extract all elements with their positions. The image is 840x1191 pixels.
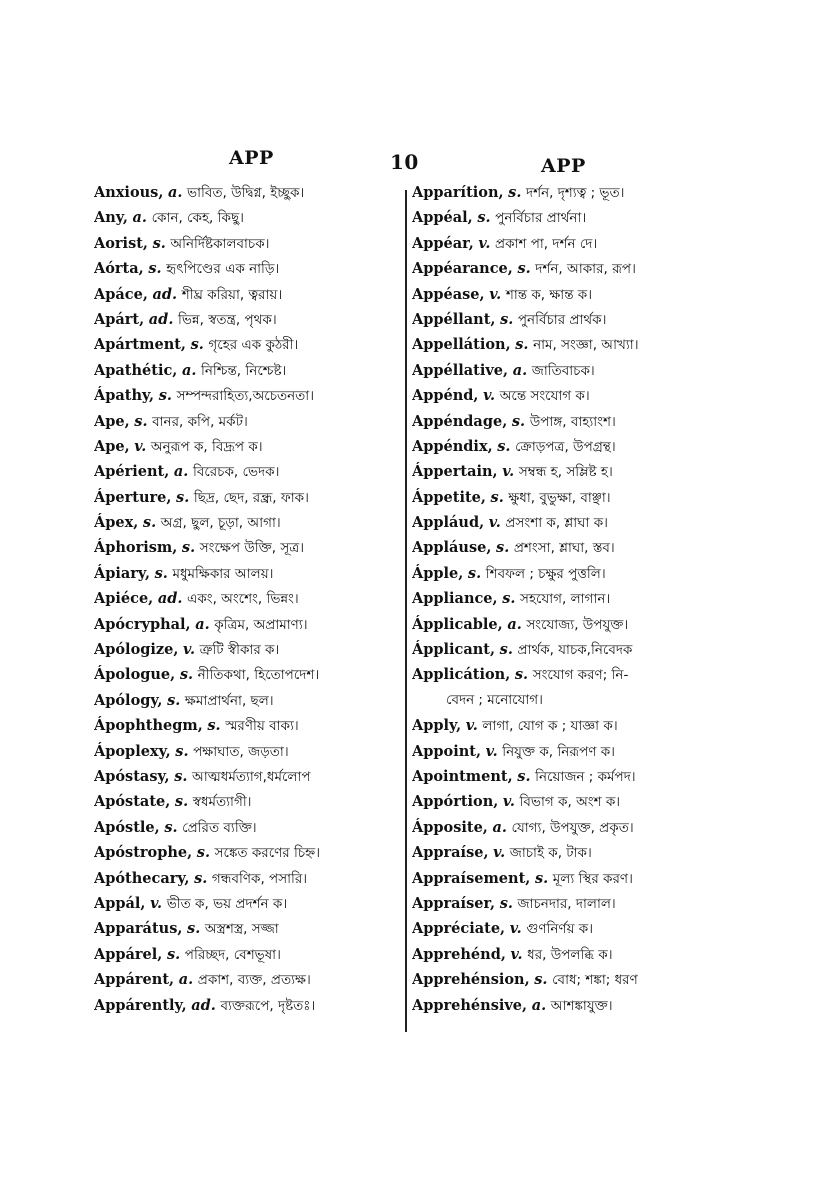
headword: Áppetite,	[412, 488, 486, 506]
headword: Ápposite,	[412, 818, 488, 836]
dictionary-entry	[94, 891, 414, 916]
dictionary-entry	[412, 561, 732, 586]
dictionary-entry	[412, 180, 732, 205]
dictionary-entry	[412, 586, 732, 611]
part-of-speech: s.	[514, 666, 529, 684]
dictionary-entry	[412, 688, 732, 713]
dictionary-entry	[412, 815, 732, 840]
gloss: যোগ্য, উপযুক্ত, প্রকৃত।	[511, 819, 634, 836]
gloss: উপাঙ্গ, বাহ্যাংশ।	[529, 413, 616, 430]
headword: Appéar,	[412, 234, 474, 252]
gloss: মধুমক্ষিকার আলয়।	[172, 565, 274, 582]
headword: Ápathy,	[94, 387, 155, 405]
gloss: গন্ধবণিক, পসারি।	[211, 870, 308, 887]
gloss: ছিদ্র, ছেদ, রন্ধ্র, ফাক।	[193, 489, 309, 506]
part-of-speech: a.	[195, 615, 210, 633]
part-of-speech: s.	[500, 310, 514, 328]
headword: Apártment,	[94, 336, 186, 354]
part-of-speech: s.	[174, 793, 189, 811]
headword: Apiéce,	[94, 590, 154, 608]
gloss: শান্ত ক, ক্ষান্ত ক।	[505, 286, 593, 303]
gloss: সঙ্কেত করণের চিহ্ন।	[214, 845, 321, 862]
headword: Appéndix,	[412, 437, 493, 455]
headword: Appláuse,	[412, 539, 492, 557]
gloss: বেদন ; মনোযোগ।	[446, 691, 543, 708]
headword: Appraíse,	[412, 844, 489, 862]
part-of-speech: ad.	[152, 285, 178, 303]
part-of-speech: v.	[509, 920, 522, 938]
dictionary-entry	[94, 688, 414, 713]
dictionary-entry	[412, 942, 732, 967]
dictionary-entry	[94, 434, 414, 459]
headword: Appéndage,	[412, 412, 508, 430]
gloss: প্রসংশা ক, শ্লাঘা ক।	[505, 515, 608, 532]
headword: Apólogy,	[94, 691, 163, 709]
part-of-speech: s.	[490, 488, 504, 506]
part-of-speech: s.	[175, 742, 189, 760]
part-of-speech: v.	[488, 514, 501, 532]
dictionary-entry	[94, 942, 414, 967]
gloss: নিশ্চিন্ত, নিশ্চেষ্ট।	[201, 362, 287, 379]
headword: Aórta,	[94, 260, 144, 278]
gloss: গৃহের এক কুঠরী।	[208, 337, 299, 354]
part-of-speech: s.	[497, 437, 511, 455]
part-of-speech: v.	[489, 285, 502, 303]
headword: Appéarance,	[412, 260, 513, 278]
headword: Appláud,	[412, 514, 485, 532]
headword: Any,	[94, 209, 128, 227]
dictionary-entry	[412, 713, 732, 738]
dictionary-entry	[94, 459, 414, 484]
part-of-speech: s.	[134, 412, 148, 430]
part-of-speech: ad.	[157, 590, 183, 608]
part-of-speech: s.	[152, 234, 166, 252]
gloss: ধর, উপলব্ধি ক।	[527, 946, 613, 963]
part-of-speech: s.	[194, 869, 208, 887]
dictionary-entry	[94, 383, 414, 408]
dictionary-entry	[412, 256, 732, 281]
headword: Appórtion,	[412, 793, 499, 811]
headword: Appárent,	[94, 971, 175, 989]
gloss: কোন, কেহ, কিছু।	[151, 210, 244, 227]
gloss: নিযুক্ত ক, নিরূপণ ক।	[502, 743, 616, 760]
headword: Apóstrophe,	[94, 844, 193, 862]
headword: Apparítion,	[412, 184, 504, 201]
part-of-speech: a.	[181, 361, 197, 379]
gloss: গুণনির্ণয় ক।	[526, 921, 594, 938]
gloss: মূল্য স্থির করণ।	[552, 870, 633, 887]
dictionary-entry	[412, 383, 732, 408]
dictionary-entry	[94, 815, 414, 840]
gloss: আশঙ্কাযুক্ত।	[550, 997, 613, 1014]
dictionary-entry	[94, 180, 414, 205]
part-of-speech: s.	[477, 209, 491, 227]
headword: Anxious,	[94, 184, 164, 201]
dictionary-entry	[412, 967, 732, 992]
part-of-speech: v.	[150, 894, 163, 912]
dictionary-entry	[412, 205, 732, 230]
part-of-speech: ad.	[191, 996, 216, 1014]
part-of-speech: s.	[534, 971, 548, 989]
gloss: ত্রুটি স্বীকার ক।	[199, 642, 280, 659]
headword: Appraísement,	[412, 869, 531, 887]
part-of-speech: s.	[496, 539, 510, 557]
dictionary-entry	[94, 307, 414, 332]
dictionary-entry	[412, 891, 732, 916]
dictionary-entry	[94, 510, 414, 535]
headword: Apprehénsive,	[412, 996, 528, 1014]
headword: Apóstasy,	[94, 767, 170, 785]
gloss: দর্শন, দৃশ্যত্ব ; ভূত।	[525, 185, 625, 201]
gloss: পক্ষাঘাত, জড়তা।	[193, 743, 289, 760]
dictionary-entry	[94, 967, 414, 992]
gloss: ভাবিত, উদ্বিগ্ন, ইচ্ছুক।	[187, 185, 305, 201]
part-of-speech: v.	[478, 234, 491, 252]
headword: Apérient,	[94, 463, 170, 481]
dictionary-entry	[412, 434, 732, 459]
dictionary-entry	[94, 561, 414, 586]
dictionary-entry	[412, 764, 732, 789]
gloss: প্রশংসা, শ্লাঘা, স্তব।	[513, 540, 615, 557]
dictionary-entry	[94, 739, 414, 764]
headword: Ápoplexy,	[94, 742, 171, 760]
headword: Appárel,	[94, 945, 163, 963]
headword: Ape,	[94, 412, 130, 430]
gloss: ক্ষমাপ্রার্থনা, ছল।	[184, 692, 274, 709]
headword: Áperture,	[94, 488, 172, 506]
part-of-speech: s.	[511, 412, 526, 430]
part-of-speech: a.	[173, 463, 189, 481]
part-of-speech: s.	[508, 184, 522, 201]
part-of-speech: s.	[467, 564, 482, 582]
gloss: সম্পন্দরাহিত্য,অচেতনতা।	[176, 388, 315, 405]
part-of-speech: s.	[515, 336, 529, 354]
gloss: জাতিবাচক।	[531, 362, 595, 379]
dictionary-entry	[94, 409, 414, 434]
gloss: সংযোজ্য, উপযুক্ত।	[526, 616, 629, 633]
headword: Aorist,	[94, 234, 148, 252]
gloss: হৃৎপিণ্ডের এক নাড়ি।	[166, 261, 280, 278]
gloss: জাচাই ক, টাক।	[509, 845, 592, 862]
headword: Apointment,	[412, 767, 513, 785]
part-of-speech: a.	[492, 818, 507, 836]
part-of-speech: s.	[196, 844, 211, 862]
dictionary-entry	[94, 535, 414, 560]
gloss: একং, অংশেং, ভিন্নং।	[187, 591, 299, 608]
headword: Applicátion,	[412, 666, 511, 684]
dictionary-entry	[412, 789, 732, 814]
part-of-speech: s.	[179, 666, 194, 684]
headword: Apprehénd,	[412, 945, 506, 963]
part-of-speech: s.	[499, 641, 513, 659]
headword: Appoint,	[412, 742, 481, 760]
headword: Apóstle,	[94, 818, 160, 836]
headword: Appénd,	[412, 387, 479, 405]
gloss: জাচনদার, দালাল।	[517, 895, 616, 912]
gloss: প্রকাশ, ব্যক্ত, প্রত্যক্ষ।	[197, 972, 311, 989]
dictionary-entry	[94, 662, 414, 687]
dictionary-entry	[412, 637, 732, 662]
gloss: নিয়োজন ; কর্মপদ।	[535, 768, 636, 785]
part-of-speech: v.	[493, 844, 506, 862]
gloss: পুনর্বিচার প্রার্থনা।	[495, 210, 587, 227]
dictionary-entry	[412, 840, 732, 865]
gloss: সংযোগ করণ; নি-	[532, 667, 629, 684]
part-of-speech: s.	[166, 945, 181, 963]
headword: Ápiary,	[94, 564, 151, 582]
headword: Apparátus,	[94, 920, 183, 938]
headword: Appraíser,	[412, 894, 496, 912]
dictionary-entry	[412, 993, 732, 1018]
headword: Appéal,	[412, 209, 473, 227]
dictionary-entry	[94, 256, 414, 281]
part-of-speech: ad.	[148, 310, 174, 328]
dictionary-entry	[94, 332, 414, 357]
headword: Apóthecary,	[94, 869, 190, 887]
headword: Appál,	[94, 894, 146, 912]
dictionary-entry	[94, 231, 414, 256]
headword: Appliance,	[412, 590, 498, 608]
running-head-left: APP	[229, 147, 274, 169]
headword: Ápplicable,	[412, 615, 503, 633]
gloss: লাগা, যোগ ক ; যাজ্ঞা ক।	[482, 718, 618, 735]
dictionary-entry	[94, 485, 414, 510]
headword: Apólogize,	[94, 641, 179, 659]
dictionary-entry	[94, 205, 414, 230]
headword: Ape,	[94, 437, 130, 455]
dictionary-entry	[412, 459, 732, 484]
gloss: ভিন্ন, স্বতন্ত্র, পৃথক।	[177, 311, 277, 328]
dictionary-entry	[94, 866, 414, 891]
dictionary-entry	[412, 739, 732, 764]
part-of-speech: v.	[483, 387, 496, 405]
gloss: ব্যক্তরূপে, দৃষ্টতঃ।	[220, 997, 316, 1014]
dictionary-entry	[412, 409, 732, 434]
headword: Appéase,	[412, 285, 485, 303]
part-of-speech: s.	[148, 260, 162, 278]
dictionary-entry	[94, 916, 414, 941]
gloss: স্মরণীয় বাক্য।	[225, 718, 299, 735]
part-of-speech: v.	[502, 463, 515, 481]
gloss: বানর, কপি, মর্কট।	[152, 413, 248, 430]
running-head-right: APP	[541, 155, 586, 177]
dictionary-entry	[412, 662, 732, 687]
headword: Ápex,	[94, 514, 139, 532]
part-of-speech: a.	[507, 615, 522, 633]
gloss: শিবফল ; চক্ষুর পুত্তলি।	[485, 565, 606, 582]
dictionary-entry	[94, 612, 414, 637]
left-column	[94, 180, 414, 1018]
part-of-speech: s.	[174, 767, 188, 785]
gloss: বিভাগ ক, অংশ ক।	[519, 794, 621, 811]
gloss: অনুরূপ ক, বিদ্রূপ ক।	[150, 438, 263, 455]
part-of-speech: a.	[178, 971, 194, 989]
part-of-speech: s.	[517, 260, 531, 278]
gloss: পরিচ্ছদ, বেশভূষা।	[184, 946, 281, 963]
headword: Ápplicant,	[412, 641, 496, 659]
part-of-speech: a.	[512, 361, 528, 379]
gloss: প্রেরিত ব্যক্তি।	[182, 819, 257, 836]
dictionary-entry	[412, 358, 732, 383]
headword: Ápophthegm,	[94, 717, 203, 735]
part-of-speech: v.	[485, 742, 498, 760]
part-of-speech: s.	[502, 590, 516, 608]
dictionary-entry	[412, 307, 732, 332]
part-of-speech: a.	[531, 996, 547, 1014]
part-of-speech: s.	[164, 818, 178, 836]
gloss: ক্রোড়পত্র, উপগ্রন্থ।	[515, 438, 616, 455]
headword: Áphorism,	[94, 539, 178, 557]
gloss: ক্ষুধা, বুভুক্ষা, বাঞ্ছা।	[508, 489, 611, 506]
part-of-speech: a.	[132, 209, 147, 227]
gloss: অনির্দিষ্টকালবাচক।	[170, 235, 270, 252]
dictionary-entry	[412, 231, 732, 256]
headword: Appellátion,	[412, 336, 511, 354]
gloss: বোধ; শঙ্কা; ধরণ	[552, 972, 638, 989]
dictionary-entry	[94, 637, 414, 662]
dictionary-entry	[94, 713, 414, 738]
part-of-speech: a.	[167, 184, 183, 201]
dictionary-entry	[412, 510, 732, 535]
gloss: বিরেচক, ভেদক।	[192, 464, 280, 481]
page-number: 10	[390, 150, 419, 174]
part-of-speech: s.	[154, 564, 168, 582]
headword: Appéllant,	[412, 310, 496, 328]
gloss: প্রার্থক, যাচক,নিবেদক	[517, 642, 633, 659]
gloss: নীতিকথা, হিতোপদেশ।	[197, 667, 320, 684]
part-of-speech: s.	[534, 869, 549, 887]
gloss: অগ্র, ছুল, চূড়া, আগা।	[160, 515, 281, 532]
headword: Ápologue,	[94, 666, 176, 684]
dictionary-entry	[412, 332, 732, 357]
gloss: কৃত্রিম, অপ্রামাণ্য।	[214, 616, 308, 633]
dictionary-entry	[94, 282, 414, 307]
dictionary-entry	[94, 586, 414, 611]
headword: Apprehénsion,	[412, 971, 530, 989]
gloss: দর্শন, আকার, রূপ।	[535, 261, 636, 278]
part-of-speech: s.	[190, 336, 204, 354]
part-of-speech: s.	[167, 691, 181, 709]
headword: Apply,	[412, 717, 462, 735]
gloss: শীঘ্র করিয়া, ত্বরায়।	[181, 286, 283, 303]
headword: Apárt,	[94, 310, 145, 328]
part-of-speech: v.	[465, 717, 478, 735]
gloss: ভীত ক, ভয় প্রদর্শন ক।	[166, 895, 288, 912]
dictionary-entry	[94, 789, 414, 814]
part-of-speech: s.	[517, 767, 531, 785]
part-of-speech: s.	[142, 514, 157, 532]
gloss: পুনর্বিচার প্রার্থক।	[517, 311, 607, 328]
headword: Apáce,	[94, 285, 148, 303]
gloss: আত্মধর্মত্যাগ,ধর্মলোপ	[192, 768, 311, 785]
gloss: অন্তে সংযোগ ক।	[499, 388, 590, 405]
part-of-speech: v.	[502, 793, 515, 811]
dictionary-entry	[94, 840, 414, 865]
part-of-speech: v.	[510, 945, 523, 963]
headword: Apócryphal,	[94, 615, 191, 633]
dictionary-entry	[412, 282, 732, 307]
dictionary-entry	[412, 916, 732, 941]
headword: Appéllative,	[412, 361, 509, 379]
headword: Áppertain,	[412, 463, 498, 481]
gloss: সম্বন্ধ হ, সম্লিষ্ট হ।	[518, 464, 613, 481]
dictionary-entry	[94, 993, 414, 1018]
part-of-speech: s.	[187, 920, 201, 938]
dictionary-entry	[412, 535, 732, 560]
headword: Apathétic,	[94, 361, 178, 379]
part-of-speech: s.	[499, 894, 513, 912]
headword: Apóstate,	[94, 793, 171, 811]
dictionary-entry	[412, 866, 732, 891]
gloss: প্রকাশ পা, দর্শন দে।	[495, 235, 598, 252]
gloss: স্বধর্মত্যাগী।	[192, 794, 252, 811]
headword: Appréciate,	[412, 920, 506, 938]
right-column	[412, 180, 732, 1018]
gloss: সংক্ষেপ উক্তি, সূত্র।	[199, 540, 305, 557]
dictionary-entry	[412, 485, 732, 510]
dictionary-entry	[94, 358, 414, 383]
headword: Ápple,	[412, 564, 464, 582]
part-of-speech: v.	[183, 641, 196, 659]
gloss: অস্ত্রশস্ত্র, সজ্জা	[204, 921, 279, 938]
part-of-speech: s.	[176, 488, 190, 506]
dictionary-entry	[412, 612, 732, 637]
gloss: নাম, সংজ্ঞা, আখ্যা।	[533, 337, 639, 354]
headword: Appárently,	[94, 996, 187, 1014]
part-of-speech: s.	[158, 387, 172, 405]
part-of-speech: v.	[134, 437, 147, 455]
part-of-speech: s.	[181, 539, 196, 557]
part-of-speech: s.	[207, 717, 221, 735]
dictionary-entry	[94, 764, 414, 789]
gloss: সহযোগ, লাগান।	[520, 591, 611, 608]
